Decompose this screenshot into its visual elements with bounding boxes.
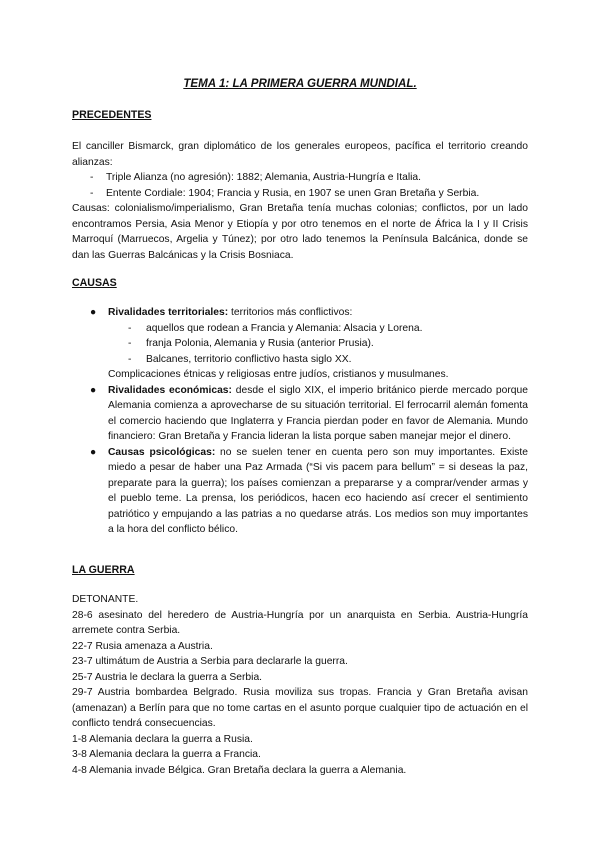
event-item: 1-8 Alemania declara la guerra a Rusia. (72, 733, 253, 745)
cause-label: Rivalidades económicas: (108, 384, 232, 396)
alliances-list (72, 170, 528, 201)
heading-precedentes: PRECEDENTES (72, 109, 152, 121)
heading-causas: CAUSAS (72, 277, 117, 289)
precedentes-section (72, 139, 528, 263)
causas-list (72, 305, 528, 538)
bullet-icon: ● (90, 307, 97, 318)
cause-economicas (72, 383, 528, 445)
event-item: 3-8 Alemania declara la guerra a Francia. (72, 749, 261, 760)
precedentes-causes: Causas: colonialismo/imperialismo, Gran Bretaña tenía muchas colonias; conflictos, por un lado encontramos Persia, Asia Menor y Etiopía y por otro tenemos en el norte de África la I y II Crisis Marroquí (Marruecos, Argelia y Túnez); por otro lado tenemos la Península Balcánica, donde se dan las Guerras Balcánicas y la Crisis Bosniaca. (72, 203, 528, 261)
cause-label: Rivalidades territoriales: (108, 307, 229, 318)
list-item: - Balcanes, territorio conflictivo hasta siglo XX. (108, 352, 528, 368)
precedentes-intro: El canciller Bismarck, gran diplomático de los generales europeos, pacífica el territorio creando alianzas: (72, 141, 528, 168)
bullet-icon: ● (90, 384, 97, 396)
list-item: - Triple Alianza (no agresión): 1882; Alemania, Austria-Hungría e Italia. (72, 170, 528, 186)
event-item: 23-7 ultimátum de Austria a Serbia para declararle la guerra. (72, 656, 348, 667)
bullet-icon: ● (90, 446, 97, 458)
causas-section (72, 305, 528, 538)
cause-text: territorios más conflictivos: (228, 307, 353, 318)
heading-la-guerra: LA GUERRA (72, 564, 135, 576)
event-item: 22-7 Rusia amenaza a Austria. (72, 640, 213, 652)
list-item: - aquellos que rodean a Francia y Alemania: Alsacia y Lorena. (108, 321, 528, 337)
event-item: 25-7 Austria le declara la guerra a Serbia. (72, 671, 263, 683)
territories-list (108, 321, 528, 368)
list-item: - franja Polonia, Alemania y Rusia (anterior Prusia). (108, 336, 528, 352)
page-title: TEMA 1: LA PRIMERA GUERRA MUNDIAL. (183, 77, 417, 90)
cause-label: Causas psicológicas: (108, 446, 216, 458)
cause-after-text: Complicaciones étnicas y religiosas entre judíos, cristianos y musulmanes. (108, 369, 449, 380)
event-item: 28-6 asesinato del heredero de Austria-Hungría por un anarquista en Serbia. Austria-Hungría arremete contra Serbia. (72, 609, 528, 636)
cause-territoriales (72, 305, 528, 383)
event-item: 4-8 Alemania invade Bélgica. Gran Bretaña declara la guerra a Alemania. (72, 764, 407, 776)
list-item: - Entente Cordiale: 1904; Francia y Rusia, en 1907 se unen Gran Bretaña y Serbia. (72, 186, 528, 202)
cause-psicologicas (72, 445, 528, 538)
cause-text: desde el siglo XIX, el imperio británico pierde mercado porque Alemania comienza a aprovecharse de su situación territorial. El ferrocarril alemán fomenta el comercio haciendo que Inglaterra y Francia pierdan poder en favor de Alemania. Mundo financiero: Gran Bretaña y Francia lideran la lista porque saben manejar mejor el dinero. (108, 384, 528, 442)
detonante-label: DETONANTE. (72, 594, 139, 605)
event-item: 29-7 Austria bombardea Belgrado. Rusia moviliza sus tropas. Francia y Gran Bretaña avisan (amenazan) a Berlín para que no tome cartas en el asunto porque cualquier tipo de actuación en el conflicto tendrá consecuencias. (72, 687, 528, 729)
guerra-section (72, 592, 528, 778)
cause-text: no se suelen tener en cuenta pero son muy importantes. Existe miedo a pesar de haber una Paz Armada (“Si vis pacem para bellum” = si deseas la paz, preparate para la guerra); los países comienzan a prepararse y a comprar/vender armas y el pueblo teme. La prensa, los periódicos, hacen eco haciendo así crecer el sentimiento patriótico y empujando a las patrias a no quedarse atrás. Los medios son muy importantes a la hora del conflicto bélico. (108, 446, 529, 535)
